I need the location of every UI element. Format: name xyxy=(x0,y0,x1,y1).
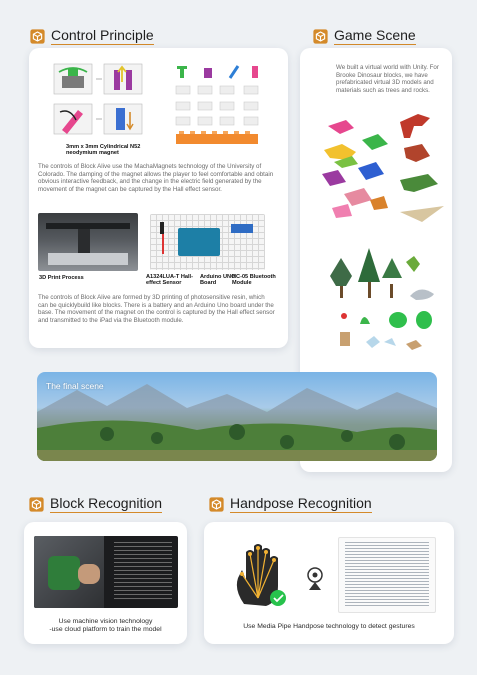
3d-print-photo xyxy=(38,213,138,271)
control-principle-heading xyxy=(30,27,154,45)
cube-icon xyxy=(30,29,45,44)
printed-parts-image xyxy=(172,62,272,152)
arduino-caption: Arduino UNO Board xyxy=(200,274,236,287)
control-paragraph-1: The controls of Block Alive use the MachaMagnets technology of the University of Colorado. The damping of the magnet allows the player to feel comfortable and obtain obvious interactive feedback, and the change in the electric field generated by the movement of the magnet can be captured by the Hall effect sensor. xyxy=(38,163,274,193)
block-recognition-caption xyxy=(24,618,187,634)
hand-icon xyxy=(228,540,298,612)
webcam-icon xyxy=(304,566,326,594)
cube-icon xyxy=(209,497,224,512)
code-screenshot xyxy=(338,537,436,613)
magnet-mechanism-diagram xyxy=(50,62,150,140)
dinosaur-models-image xyxy=(318,104,448,244)
handpose-recognition-heading xyxy=(209,495,372,513)
cube-icon xyxy=(313,29,328,44)
final-scene-label: The final scene xyxy=(46,381,104,391)
bluetooth-caption: HC-05 Bluetooth Module xyxy=(232,274,276,287)
game-scene-heading xyxy=(313,27,416,45)
sensor-caption: A1324LUA-T Hall-effect Sensor xyxy=(146,274,193,287)
trees-and-rocks-image xyxy=(326,244,446,352)
block-caption-line-2: -use cloud platform to train the model xyxy=(49,626,162,633)
magnet-caption: 3mm x 3mm Cylindrical N52 neodymium magnet xyxy=(66,144,141,157)
wiring-diagram xyxy=(150,214,265,270)
block-recognition-title: Block Recognition xyxy=(50,495,163,511)
control-paragraph-2: The controls of Block Alive are formed by 3D printing of photosensitive resin, which can be quicklybuild like blocks. There is a battery and an Arduino Uno board under the base. The movement of the magnet on the control is captured by the Hall effect sensor and transmitted to the iPad via the Bluetooth module. xyxy=(38,294,275,324)
game-scene-title: Game Scene xyxy=(334,27,416,43)
cube-icon xyxy=(29,497,44,512)
final-scene-image xyxy=(37,372,437,461)
block-caption-line-1: Use machine vision technology xyxy=(58,618,153,625)
block-recognition-heading xyxy=(29,495,162,513)
handpose-caption: Use Media Pipe Handpose technology to detect gestures xyxy=(243,623,415,630)
block-recognition-photo xyxy=(34,536,178,608)
control-principle-title: Control Principle xyxy=(51,27,154,43)
3d-print-caption: 3D Print Process xyxy=(39,275,84,281)
game-scene-paragraph: We built a virtual world with Unity. For Brooke Dinosaur blocks, we have prefabricated virtual 3D models and materials such as trees and rocks. xyxy=(336,64,439,94)
handpose-recognition-title: Handpose Recognition xyxy=(230,495,372,511)
